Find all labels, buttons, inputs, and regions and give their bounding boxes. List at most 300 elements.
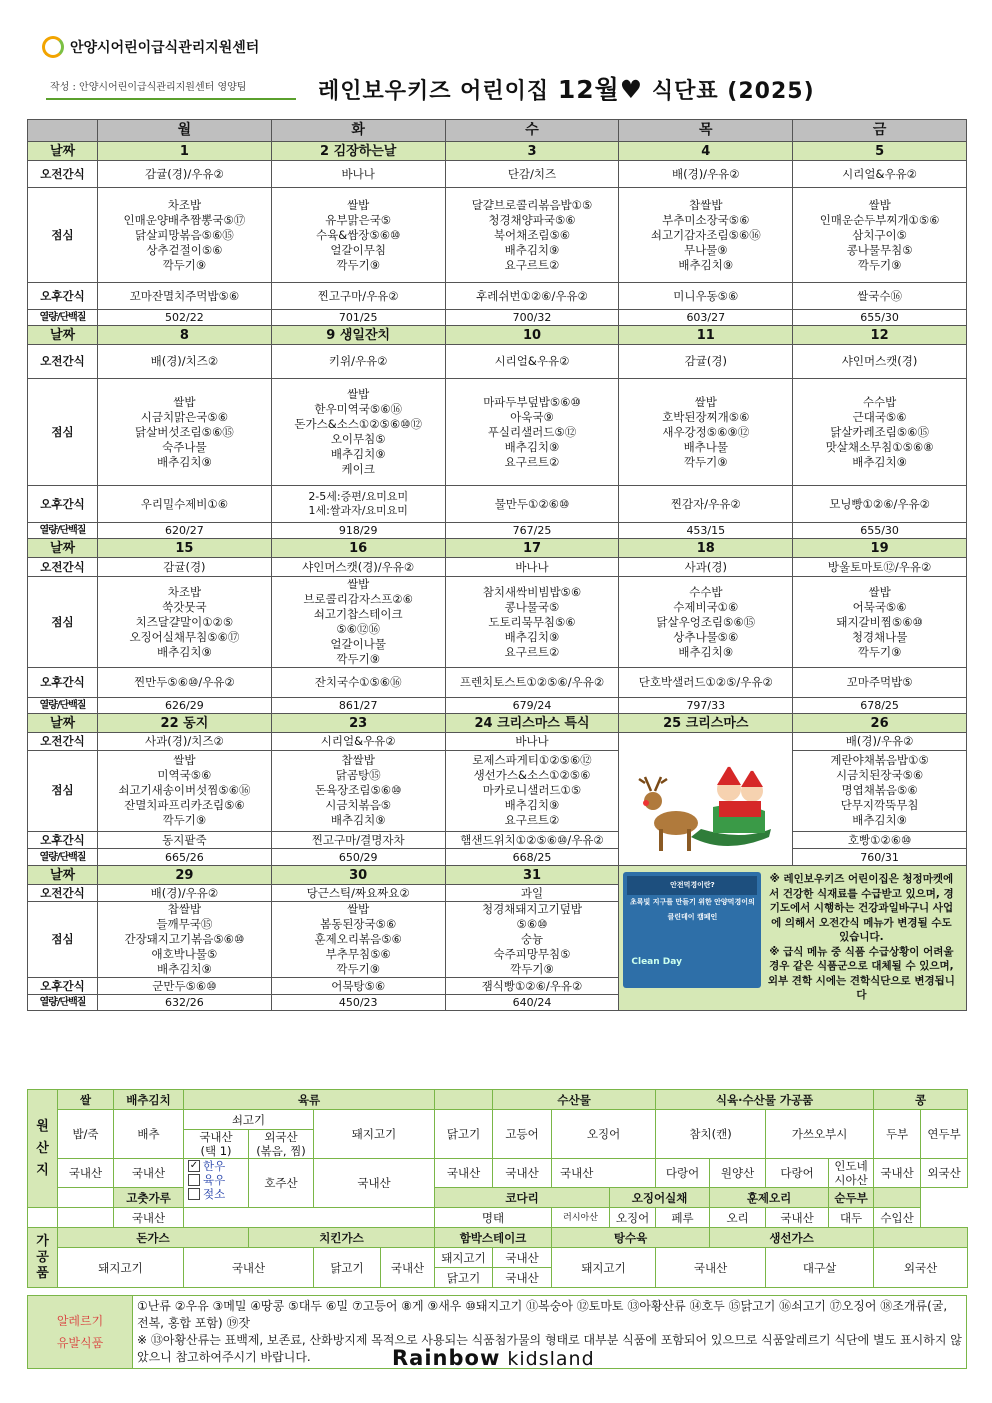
label-am-snack: 오전간식: [28, 558, 98, 577]
label-date: 날짜: [28, 714, 98, 733]
kcal-cell: 655/30: [793, 523, 967, 539]
menu-item: 브로콜리감자스프②⑥: [303, 592, 413, 606]
campaign-poster: [623, 872, 761, 988]
label-kcal: 열량/단백질: [28, 698, 98, 714]
menu-item: 깍두기⑨: [336, 652, 381, 666]
pm-snack-cell: 햄샌드위치①②⑤⑥⑩/우유②: [445, 831, 619, 849]
weekday-header: 화: [271, 120, 445, 142]
menu-item: 돈가스&소스①②⑤⑥⑩⑫: [294, 417, 422, 431]
label-lunch: 점심: [28, 902, 98, 978]
menu-item: 숙주나물: [162, 439, 207, 454]
corner-cell: [28, 120, 98, 142]
menu-item: 배추나물: [683, 439, 728, 454]
label-date: 날짜: [28, 326, 98, 345]
date-cell: 16: [271, 539, 445, 558]
menu-item: 케이크: [341, 462, 375, 476]
menu-item: 돈육장조림⑤⑥⑩: [314, 783, 402, 798]
processed-chicken-meat: 닭고기: [314, 1248, 381, 1288]
menu-item: 수수밥: [862, 394, 897, 409]
am-snack-cell: 샤인머스캣(경): [793, 345, 967, 379]
date-cell: 31: [445, 866, 619, 885]
origin-head-sea: 수산물: [493, 1090, 656, 1110]
menu-item: 도토리묵무침⑤⑥: [488, 614, 576, 629]
menu-item: 청경채나물: [851, 629, 908, 644]
pm-snack-cell: 우리밀수제비①⑥: [98, 486, 272, 523]
menu-item: 푸실리샐러드⑤⑫: [487, 424, 577, 439]
menu-item: 배추김치⑨: [157, 644, 212, 659]
kcal-cell: 632/26: [98, 995, 272, 1011]
kcal-cell: 700/32: [445, 310, 619, 326]
label-lunch: 점심: [28, 188, 98, 283]
lunch-cell: [271, 750, 445, 831]
lunch-cell: [98, 379, 272, 486]
menu-item: 한우미역국⑤⑥⑯: [314, 402, 403, 416]
am-snack-cell: 키위/우유②: [271, 345, 445, 379]
origin-cabbage-value: 국내산: [114, 1159, 184, 1188]
am-snack-cell: 사과(경)/치즈②: [98, 733, 272, 751]
menu-item: 깍두기⑨: [857, 644, 902, 659]
am-snack-cell: 단감/치즈: [445, 161, 619, 188]
menu-item: 간장돼지고기볶음⑤⑥⑩: [124, 932, 245, 946]
menu-item: 배추김치⑨: [157, 454, 212, 469]
menu-item: 달걀브로콜리볶음밥①⑤: [471, 197, 593, 212]
origin-pork-value: 국내산: [314, 1159, 435, 1208]
menu-item: 마파두부덮밥⑤⑥⑩: [483, 394, 581, 409]
date-cell: 25 크리스마스: [619, 714, 793, 733]
lunch-cell: [793, 379, 967, 486]
choice-hanwoo[interactable]: ✓ 한우: [189, 1159, 226, 1173]
menu-item: 잔멸치파프리카조림⑤⑥: [124, 798, 245, 813]
kcal-cell: 760/31: [793, 849, 967, 866]
am-snack-cell: 감귤(경)/우유②: [98, 161, 272, 188]
origin-mackerel-value: 국내산: [493, 1159, 552, 1188]
menu-item: 깍두기⑨: [336, 962, 381, 976]
menu-item: 쇠고기찹스테이크: [313, 607, 403, 621]
label-lunch: 점심: [28, 379, 98, 486]
processed-tangsu: 탕수육: [552, 1228, 710, 1248]
origin-squid-value: 국내산: [552, 1159, 656, 1188]
date-cell: 22 동지: [98, 714, 272, 733]
processed-donkas-meat: 돼지고기: [58, 1248, 184, 1288]
date-cell: 4: [619, 142, 793, 161]
menu-item: 콩나물국⑤: [504, 599, 560, 614]
menu-item: 수육&쌈장⑤⑥⑩: [316, 227, 401, 242]
origin-side-label: 원산지: [28, 1090, 58, 1208]
origin-table: [27, 1089, 968, 1288]
origin-soft-tofu-value: 외국산: [921, 1159, 968, 1188]
origin-duck-value: 국내산: [766, 1208, 829, 1228]
am-snack-cell: 당근스틱/짜요짜요②: [271, 885, 445, 902]
menu-item: 숭늉: [520, 932, 544, 946]
kcal-cell: 450/23: [271, 995, 445, 1011]
kcal-cell: 918/29: [271, 523, 445, 539]
origin-sun-tofu: 순두부: [829, 1188, 874, 1208]
lunch-cell: [445, 902, 619, 978]
label-kcal: 열량/단백질: [28, 995, 98, 1011]
lunch-cell: [445, 379, 619, 486]
origin-head-meat: 육류: [184, 1090, 435, 1110]
origin-pork: 돼지고기: [314, 1110, 435, 1159]
pm-snack-cell: 찐감자/우유②: [619, 486, 793, 523]
origin-tuna-value1: 다랑어: [656, 1159, 710, 1188]
menu-item: 요구르트②: [504, 454, 560, 469]
origin-squid: 오징어: [552, 1110, 656, 1159]
menu-item: 수제비국①⑥: [673, 599, 739, 614]
date-cell: 19: [793, 539, 967, 558]
menu-item: 찹쌀밥: [167, 902, 202, 916]
page-title: 레인보우키즈 어린이집 12월♥ 식단표 (2025): [318, 75, 815, 104]
menu-item: 쌀밥: [347, 577, 370, 591]
menu-item: 얼갈이나물: [330, 637, 386, 651]
lunch-cell: [445, 577, 619, 668]
processed-hambak-meat2: 닭고기: [435, 1268, 493, 1288]
menu-item: 배추김치⑨: [678, 257, 734, 272]
origin-beef-imp: 외국산 (볶음, 찜): [249, 1130, 314, 1159]
menu-item: 부추미소장국⑤⑥: [662, 212, 750, 227]
date-cell: 12: [793, 326, 967, 345]
menu-item: 쇠고기새송이버섯찜⑤⑥⑯: [118, 783, 251, 798]
kcal-cell: 665/26: [98, 849, 272, 866]
origin-pollack-value: 러시아산: [552, 1208, 610, 1228]
origin-rice: 밥/죽: [58, 1110, 114, 1159]
menu-item: 쌀밥: [347, 902, 370, 916]
am-snack-cell: 배(경)/치즈②: [98, 345, 272, 379]
pm-snack-cell: 프렌치토스트①②⑤⑥/우유②: [445, 668, 619, 698]
menu-item: 쌀밥: [868, 584, 891, 599]
menu-item: 찹쌀밥: [341, 753, 375, 768]
kcal-cell: 655/30: [793, 310, 967, 326]
processed-donkas-origin: 국내산: [184, 1248, 314, 1288]
menu-item: 청경채양파국⑤⑥: [488, 212, 576, 227]
processed-side-label: 가공품: [28, 1228, 58, 1288]
am-snack-cell: 시리얼&우유②: [445, 345, 619, 379]
lunch-cell: [271, 379, 445, 486]
menu-item: 무나물⑨: [683, 242, 728, 257]
menu-item: 호박된장찌개⑤⑥: [662, 409, 750, 424]
kcal-cell: 861/27: [271, 698, 445, 714]
date-cell: 2 김장하는날: [271, 142, 445, 161]
pm-snack-cell: 꼬마잔멸치주먹밥⑤⑥: [98, 283, 272, 310]
processed-hambak-origin1: 국내산: [493, 1248, 552, 1268]
pm-snack-cell: 쌀국수⑯: [793, 283, 967, 310]
origin-head-processed: 식육·수산물 가공품: [656, 1090, 874, 1110]
pm-snack-cell: 물만두①②⑥⑩: [445, 486, 619, 523]
am-snack-cell: 배(경)/우유②: [793, 733, 967, 751]
menu-item: 배추김치⑨: [678, 644, 734, 659]
label-kcal: 열량/단백질: [28, 310, 98, 326]
menu-item: 유부맑은국⑤: [325, 212, 392, 227]
pm-snack-cell: [271, 486, 445, 523]
origin-pepper-value: 국내산: [114, 1208, 184, 1228]
date-cell: 23: [271, 714, 445, 733]
poster-clean-day: Clean Day: [631, 957, 682, 967]
date-cell: 24 크리스마스 특식: [445, 714, 619, 733]
menu-item: 부추무침⑤⑥: [325, 947, 391, 961]
menu-item: 배추김치⑨: [504, 798, 560, 813]
lunch-cell: [98, 750, 272, 831]
kcal-cell: 767/25: [445, 523, 619, 539]
menu-item: 요구르트②: [504, 813, 560, 828]
date-cell: 10: [445, 326, 619, 345]
origin-chicken-value: 국내산: [435, 1159, 493, 1188]
origin-beef-dom: 국내산 (택 1): [184, 1130, 249, 1159]
christmas-illustration: [619, 733, 793, 866]
menu-item: 북어채조림⑤⑥: [493, 227, 571, 242]
processed-donkas: 돈가스: [58, 1228, 249, 1248]
menu-item: 쌀밥: [868, 197, 891, 212]
menu-item: 배추김치⑨: [852, 813, 907, 828]
choice-yukwoo[interactable]: 육우: [184, 1173, 248, 1187]
kcal-cell: 678/25: [793, 698, 967, 714]
allergy-list: ①난류 ②우유 ③메밀 ④땅콩 ⑤대두 ⑥밀 ⑦고등어 ⑧게 ⑨새우 ⑩돼지고기 ⑪복숭아 ⑫토마토 ⑬아황산류 ⑭호두 ⑮닭고기 ⑯쇠고기 ⑰오징어 ⑱조개류(굴, 전복, 홍합 포함) ⑲잣: [137, 1299, 948, 1330]
kcal-cell: 701/25: [271, 310, 445, 326]
menu-item: 생선가스&소스①②⑤⑥: [473, 768, 591, 783]
processed-tangsu-meat: 돼지고기: [552, 1248, 656, 1288]
kcal-cell: 626/29: [98, 698, 272, 714]
origin-pollack: 코다리: [435, 1188, 610, 1208]
lunch-cell: [98, 188, 272, 283]
menu-item: 쇠고기감자조림⑤⑥⑯: [650, 227, 761, 242]
menu-item: 상추나물⑤⑥: [673, 629, 739, 644]
origin-sun-tofu-species: 대두: [829, 1208, 874, 1228]
origin-sun-tofu-value: 수입산: [874, 1208, 921, 1228]
menu-item: 미역국⑤⑥: [157, 768, 212, 783]
label-am-snack: 오전간식: [28, 885, 98, 902]
date-cell: 5: [793, 142, 967, 161]
menu-item: 마카로니샐러드①⑤: [482, 783, 582, 798]
menu-item: 배추김치⑨: [157, 962, 212, 976]
org-name: 안양시어린이급식관리지원센터: [70, 40, 260, 56]
menu-item: 돼지갈비찜⑤⑥⑩: [836, 614, 923, 629]
pm-snack-cell: 미니우동⑤⑥: [619, 283, 793, 310]
notice-line: ※ 급식 메뉴 중 식품 수급상황이 어려울 경우 같은 식품군으로 대체될 수 있으며, 외부 견학 시에는 견학식단으로 변경됩니다: [767, 945, 955, 1001]
origin-tuna: 참치(캔): [656, 1110, 766, 1159]
pm-snack-cell: 찐만두⑤⑥⑩/우유②: [98, 668, 272, 698]
pm-snack-text: 1세:쌀과자/요미요미: [308, 504, 408, 517]
origin-pollack-species: 명태: [435, 1208, 552, 1228]
processed-hambak: 함박스테이크: [435, 1228, 552, 1248]
menu-item: 어묵국⑤⑥: [852, 599, 907, 614]
kcal-cell: 620/27: [98, 523, 272, 539]
menu-item: 얼갈이무침: [330, 242, 386, 257]
date-cell: 3: [445, 142, 619, 161]
menu-item: 배추김치⑨: [330, 447, 386, 461]
origin-squid-strip-species: 오징어: [610, 1208, 656, 1228]
kcal-cell: 502/22: [98, 310, 272, 326]
processed-chicken-origin: 국내산: [381, 1248, 435, 1288]
menu-item: 쌀밥: [694, 394, 717, 409]
date-cell: 18: [619, 539, 793, 558]
weekday-header: 수: [445, 120, 619, 142]
notice-text: [765, 872, 957, 1003]
label-pm-snack: 오후간식: [28, 486, 98, 523]
label-date: 날짜: [28, 539, 98, 558]
menu-item: 삼치구이⑤: [852, 227, 907, 242]
label-pm-snack: 오후간식: [28, 668, 98, 698]
processed-fish-origin: 외국산: [874, 1248, 968, 1288]
weekday-header: 목: [619, 120, 793, 142]
processed-fish: 생선가스: [710, 1228, 874, 1248]
menu-item: 요구르트②: [504, 644, 560, 659]
menu-item: 깍두기⑨: [336, 257, 381, 272]
brand-logo: Rainbow kidsland: [392, 1346, 595, 1370]
processed-chicken: 치킨가스: [249, 1228, 435, 1248]
menu-item: ⑤⑥⑫⑯: [336, 622, 380, 636]
lunch-cell: [793, 577, 967, 668]
origin-soft-tofu: 연두부: [921, 1110, 968, 1159]
lunch-cell: [98, 902, 272, 978]
kcal-cell: 603/27: [619, 310, 793, 326]
org-logo: [42, 36, 259, 58]
menu-item: 치즈달걀말이①②⑤: [135, 614, 234, 629]
menu-item: 새우강정⑤⑥⑨⑫: [662, 424, 750, 439]
origin-pepper: 고춧가루: [114, 1188, 184, 1208]
am-snack-cell: 샤인머스캣(경)/우유②: [271, 558, 445, 577]
origin-head-rice: 쌀: [58, 1090, 114, 1110]
origin-tofu-value: 국내산: [874, 1159, 921, 1188]
origin-kat-value1: 다랑어: [766, 1159, 829, 1188]
kcal-cell: 668/25: [445, 849, 619, 866]
label-am-snack: 오전간식: [28, 161, 98, 188]
lunch-cell: [619, 577, 793, 668]
menu-item: 요구르트②: [504, 257, 560, 272]
info-panel: [619, 866, 967, 1011]
pm-snack-cell: 찐고구마/결명자차: [271, 831, 445, 849]
label-lunch: 점심: [28, 750, 98, 831]
date-cell: 26: [793, 714, 967, 733]
menu-item: 애호박나물⑤: [151, 947, 218, 961]
menu-item: 배추김치⑨: [504, 629, 560, 644]
label-am-snack: 오전간식: [28, 345, 98, 379]
pm-snack-text: 2-5세:증편/요미요미: [308, 490, 409, 503]
menu-item: 쑥갓뭇국: [162, 599, 207, 614]
poster-text: 초록빛 지구를 만들기 위한 안양먹경이의 클린데이 캠페인: [630, 898, 755, 921]
origin-squid-strip: 오징어실채: [610, 1188, 710, 1208]
menu-item: 오징어실채무침⑤⑥⑰: [129, 629, 240, 644]
date-cell: 30: [271, 866, 445, 885]
am-snack-cell: 방울토마토⑫/우유②: [793, 558, 967, 577]
am-snack-cell: 시리얼&우유②: [793, 161, 967, 188]
checkbox-checked-icon: ✓: [189, 1160, 199, 1171]
menu-item: 시금치볶음⑤: [325, 798, 392, 813]
menu-item: 근대국⑤⑥: [852, 409, 907, 424]
menu-item: 쌀밥: [347, 197, 370, 212]
am-snack-cell: 배(경)/우유②: [619, 161, 793, 188]
date-cell: 11: [619, 326, 793, 345]
menu-item: 차조밥: [167, 197, 202, 212]
label-date: 날짜: [28, 142, 98, 161]
pm-snack-cell: 단호박샐러드①②⑤/우유②: [619, 668, 793, 698]
kcal-cell: 679/24: [445, 698, 619, 714]
menu-item: 훈제오리볶음⑤⑥: [314, 932, 402, 946]
menu-item: 봄동된장국⑤⑥: [320, 917, 397, 931]
processed-tangsu-origin: 국내산: [656, 1248, 766, 1288]
am-snack-cell: 바나나: [445, 733, 619, 751]
menu-item: 수수밥: [689, 584, 723, 599]
menu-item: 배추김치⑨: [504, 439, 560, 454]
pm-snack-cell: 호빵①②⑥⑩: [793, 831, 967, 849]
kcal-cell: 650/29: [271, 849, 445, 866]
label-am-snack: 오전간식: [28, 733, 98, 751]
pm-snack-cell: 꼬마주먹밥⑤: [793, 668, 967, 698]
label-kcal: 열량/단백질: [28, 849, 98, 866]
checkbox-icon: [188, 1174, 200, 1186]
menu-item: 쌀밥: [173, 394, 196, 409]
menu-item: 깍두기⑨: [162, 257, 207, 272]
lunch-cell: [271, 188, 445, 283]
allergy-note: ※ ⑬아황산류는 표백제, 보존료, 산화방지제 목적으로 사용되는 식품첨가물의 형태로 대부분 식품에 포함되어 있으므로 식품알레르기 식단에 별도 표시하지 않았으니 참고하여주시기 바랍니다.: [137, 1333, 962, 1364]
notice-line: ※ 레인보우키즈 어린이집은 청정마켓에서 건강한 식재료를 수급받고 있으며, 경기도에서 시행하는 건강과일바구니 사업에 의해서 오전간식 메뉴가 변경될 수도 있습니다.: [769, 873, 954, 943]
menu-item: 들깨무국⑮: [156, 917, 213, 931]
origin-head-kimchi: 배추김치: [114, 1090, 184, 1110]
label-kcal: 열량/단백질: [28, 523, 98, 539]
am-snack-cell: 사과(경): [619, 558, 793, 577]
menu-item: 배추김치⑨: [330, 813, 386, 828]
author-line: 작성 : 안양시어린이급식관리지원센터 영양팀: [50, 82, 247, 93]
menu-item: 깍두기⑨: [683, 454, 728, 469]
menu-item: 닭살피망볶음⑤⑥⑮: [135, 227, 234, 242]
am-snack-cell: 감귤(경): [98, 558, 272, 577]
menu-item: 깍두기⑨: [162, 813, 207, 828]
checkbox-icon: [188, 1188, 200, 1200]
date-cell: 8: [98, 326, 272, 345]
date-cell: 9 생일잔치: [271, 326, 445, 345]
menu-item: 명엽채볶음⑤⑥: [841, 783, 918, 798]
org-logo-icon: [42, 36, 64, 58]
beef-choice: [184, 1159, 249, 1208]
menu-item: 배추김치⑨: [504, 242, 560, 257]
menu-item: 쌀밥: [173, 753, 196, 768]
allergy-label: 알레르기 유발식품: [28, 1296, 133, 1369]
menu-item: 차조밥: [167, 584, 202, 599]
processed-hambak-meat1: 돼지고기: [435, 1248, 493, 1268]
date-cell: 17: [445, 539, 619, 558]
pm-snack-cell: 찐고구마/우유②: [271, 283, 445, 310]
menu-table: [27, 119, 967, 1011]
menu-item: 깍두기⑨: [857, 257, 902, 272]
origin-squid-strip-value: 페루: [656, 1208, 710, 1228]
menu-item: 배추김치⑨: [852, 454, 907, 469]
menu-item: 참치새싹비빔밥⑤⑥: [482, 584, 582, 599]
menu-item: 인매운양배추짬뽕국⑤⑰: [123, 212, 246, 227]
am-snack-cell: 감귤(경): [619, 345, 793, 379]
choice-jeoksoo[interactable]: 젖소: [184, 1187, 248, 1201]
origin-rice-value: 국내산: [58, 1159, 114, 1188]
kcal-cell: 640/24: [445, 995, 619, 1011]
kcal-cell: 453/15: [619, 523, 793, 539]
am-snack-cell: 과일: [445, 885, 619, 902]
menu-item: 쌀밥: [347, 387, 370, 401]
processed-hambak-origin2: 국내산: [493, 1268, 552, 1288]
origin-head-bean: 콩: [874, 1090, 968, 1110]
origin-duck-species: 오리: [710, 1208, 766, 1228]
menu-item: 계란야채볶음밥①⑤: [830, 753, 929, 768]
origin-cabbage: 배추: [114, 1110, 184, 1159]
weekday-header: 월: [98, 120, 272, 142]
menu-item: 단무지깍뚝무침: [840, 798, 919, 813]
lunch-cell: [793, 188, 967, 283]
origin-kat-value2: 인도네시아산: [829, 1159, 874, 1188]
menu-item: 닭살카레조림⑤⑥⑮: [830, 424, 929, 439]
pm-snack-cell: 모닝빵①②⑥/우유②: [793, 486, 967, 523]
processed-fish-meat: 대구살: [766, 1248, 874, 1288]
origin-duck: 훈제오리: [710, 1188, 829, 1208]
reindeer-sleigh-icon: [631, 733, 781, 861]
menu-item: ⑤⑥⑩: [516, 917, 548, 931]
menu-item: 오이무침⑤: [330, 432, 386, 446]
menu-item: 아욱국⑨: [510, 409, 554, 424]
menu-item: 닭살버섯조림⑤⑥⑮: [135, 424, 234, 439]
